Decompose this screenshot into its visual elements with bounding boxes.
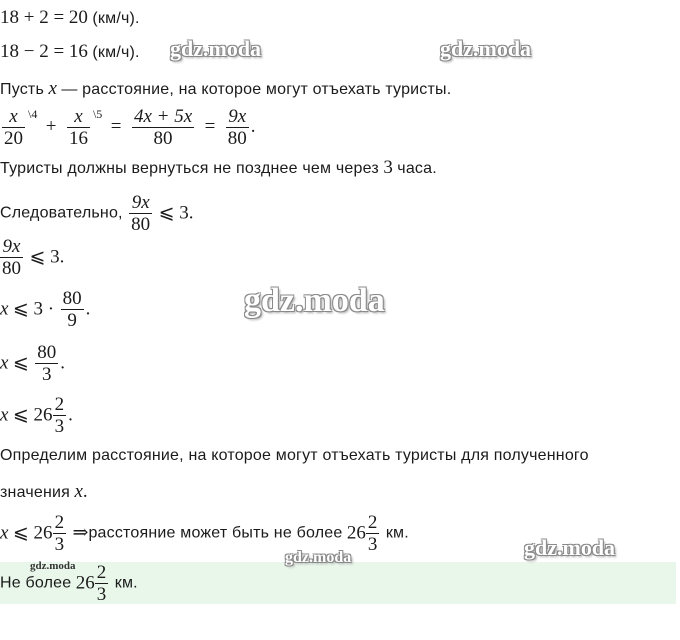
variable-x: x xyxy=(0,352,9,374)
fraction-2-over-3: $\frac{2}{3}$ xyxy=(54,512,65,555)
return-text-2: часа. xyxy=(397,160,437,177)
variable-x: x xyxy=(74,481,83,502)
period: . xyxy=(68,404,73,426)
determine-text: Определим расстояние, на которое могут отъехать туристы для полученного xyxy=(0,447,589,464)
answer-box xyxy=(0,562,676,604)
difference-unit: (км/ч). xyxy=(92,44,140,61)
inequality-therefore xyxy=(0,192,194,238)
period: . xyxy=(250,116,256,137)
variable-x: x xyxy=(48,78,57,99)
variable-x: x xyxy=(0,404,9,426)
inequality-relation: ⩽ 3. xyxy=(158,202,194,224)
inequality-relation: ⩽ 3 · xyxy=(12,298,55,320)
equals-sign-1: = xyxy=(110,116,122,137)
return-condition xyxy=(0,158,437,179)
hours-number: 3 xyxy=(383,157,393,178)
fraction-x-over-16: $\frac{x}{16}$ xyxy=(68,106,88,150)
fraction-9x-over-80: $\frac{9x}{80}$ xyxy=(2,236,21,279)
conclusion-text: расстояние может быть не более xyxy=(88,524,343,542)
inequality-relation: ⩽ 26 xyxy=(12,404,53,426)
inequality-step-4 xyxy=(0,394,73,440)
multiplier-4: \4 xyxy=(28,107,38,121)
let-statement xyxy=(0,79,451,100)
answer-unit: км. xyxy=(114,574,138,592)
fraction-combined: $\frac{4x + 5x}{80}$ xyxy=(133,106,193,150)
answer-whole: 26 xyxy=(75,572,95,594)
period: . xyxy=(60,352,66,374)
sum-expression: 18 + 2 = 20 xyxy=(0,7,88,28)
watermark: gdz.moda xyxy=(170,36,262,61)
watermark: gdz.moda xyxy=(524,535,616,560)
unit-km: км. xyxy=(385,524,409,542)
plus-sign: + xyxy=(45,116,57,137)
answer-fraction: $\frac{2}{3}$ xyxy=(96,562,107,605)
sum-unit: (км/ч). xyxy=(92,10,140,27)
determine-distance-text xyxy=(0,446,589,466)
implies-arrow: ⇒ xyxy=(72,522,89,544)
equals-sign-2: = xyxy=(204,116,216,137)
variable-x: x xyxy=(0,522,9,544)
let-text-2: — расстояние, на которое могут отъехать туристы. xyxy=(61,81,452,98)
calc-line-difference xyxy=(0,42,140,63)
value-of-x-text xyxy=(0,482,88,503)
fraction-80-over-3: $\frac{80}{3}$ xyxy=(37,342,57,385)
inequality-relation: ⩽ 26 xyxy=(12,522,53,544)
fraction-2-over-3: $\frac{2}{3}$ xyxy=(367,512,378,555)
let-text-1: Пусть xyxy=(0,81,44,98)
inequality-step-3 xyxy=(0,342,65,388)
fraction-9x-over-80: $\frac{9x}{80}$ xyxy=(131,192,151,235)
fraction-80-over-9: $\frac{80}{9}$ xyxy=(62,288,82,331)
calc-line-sum xyxy=(0,8,140,29)
inequality-step-1 xyxy=(0,236,64,282)
difference-expression: 18 − 2 = 16 xyxy=(0,41,88,62)
inequality-step-2 xyxy=(0,288,90,334)
mixed-number-whole: 26 xyxy=(346,522,366,544)
period: . xyxy=(85,298,91,320)
period: . xyxy=(82,481,88,502)
fraction-sum-equation xyxy=(0,104,256,150)
fraction-x-over-20: $\frac{x}{20}$ xyxy=(4,106,23,150)
watermark: gdz.moda xyxy=(440,36,532,61)
inequality-relation: ⩽ 3. xyxy=(29,246,65,268)
answer-text: Не более xyxy=(0,574,72,592)
variable-x: x xyxy=(0,298,9,320)
watermark: gdz.moda xyxy=(285,549,352,566)
inequality-relation: ⩽ xyxy=(12,352,29,374)
fraction-9x-over-80: $\frac{9x}{80}$ xyxy=(227,106,247,150)
fraction-2-over-3: $\frac{2}{3}$ xyxy=(54,394,65,437)
watermark: gdz.moda xyxy=(30,560,76,572)
multiplier-5: \5 xyxy=(92,107,103,121)
watermark: gdz.moda xyxy=(244,282,385,319)
therefore-text: Следовательно, xyxy=(0,204,123,222)
value-text: значения xyxy=(0,484,70,501)
return-text-1: Туристы должны вернуться не позднее чем через xyxy=(0,160,379,177)
